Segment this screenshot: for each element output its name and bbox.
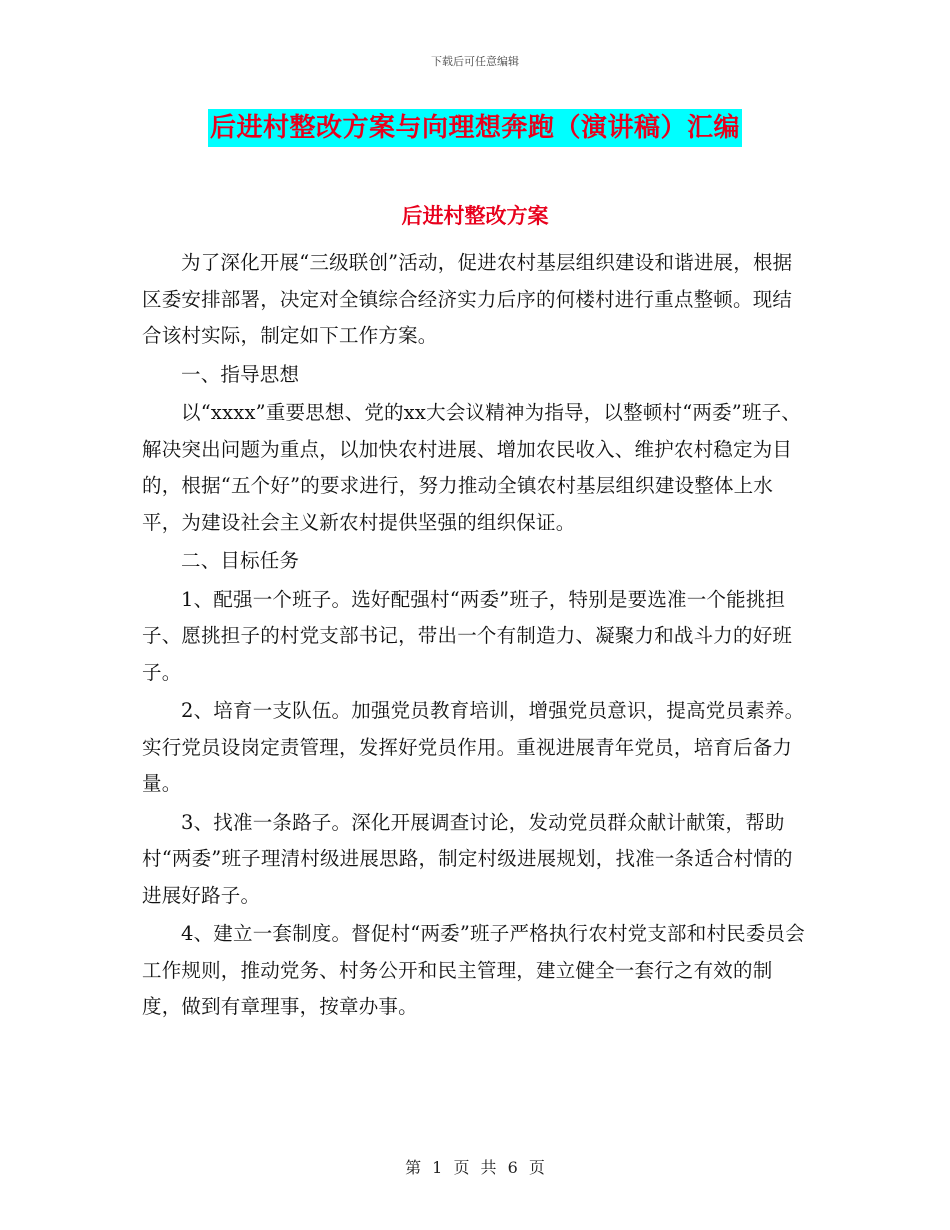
paragraph-goal-4: 4、建立一套制度。督促村“两委”班子严格执行农村党支部和村民委员会工作规则，推动党务、村务公开和民主管理，建立健全一套行之有效的制度，做到有章理事，按章办事。 <box>142 922 805 1018</box>
paragraph-goal-1: 1、配强一个班子。选好配强村“两委”班子，特别是要选准一个能挑担子、愿挑担子的村党支部书记，带出一个有制造力、凝聚力和战斗力的好班子。 <box>142 587 793 684</box>
page-number: 第 1 页 共 6 页 <box>405 1158 545 1177</box>
page-header-note: 下载后可任意编辑 <box>431 55 519 68</box>
section-title: 后进村整改方案 <box>401 204 549 228</box>
paragraph-intro: 为了深化开展“三级联创”活动，促进农村基层组织建设和谐进展，根据区委安排部署，决定对全镇综合经济实力后序的何楼村进行重点整顿。现结合该村实际，制定如下工作方案。 <box>142 251 793 347</box>
main-title: 后进村整改方案与向理想奔跑（演讲稿）汇编 <box>208 109 742 147</box>
main-title-wrap <box>0 109 950 147</box>
heading-guiding-thought: 一、指导思想 <box>181 362 300 386</box>
paragraph-goal-3: 3、找准一条路子。深化开展调查讨论，发动党员群众献计献策，帮助村“两委”班子理清村级进展思路，制定村级进展规划，找准一条适合村情的进展好路子。 <box>142 810 793 907</box>
heading-goals: 二、目标任务 <box>181 549 300 572</box>
paragraph-guiding-thought: 以“xxxx”重要思想、党的xx大会议精神为指导，以整顿村“两委”班子、解决突出问题为重点，以加快农村进展、增加农民收入、维护农村稳定为目的，根据“五个好”的要求进行，努力推动全镇农村基层组织建设整体上水平，为建设社会主义新农村提供坚强的组织保证。 <box>142 401 802 534</box>
paragraph-goal-2: 2、培育一支队伍。加强党员教育培训，增强党员意识，提高党员素养。实行党员设岗定责管理，发挥好党员作用。重视进展青年党员，培育后备力量。 <box>142 699 805 795</box>
document-body <box>142 245 810 1028</box>
